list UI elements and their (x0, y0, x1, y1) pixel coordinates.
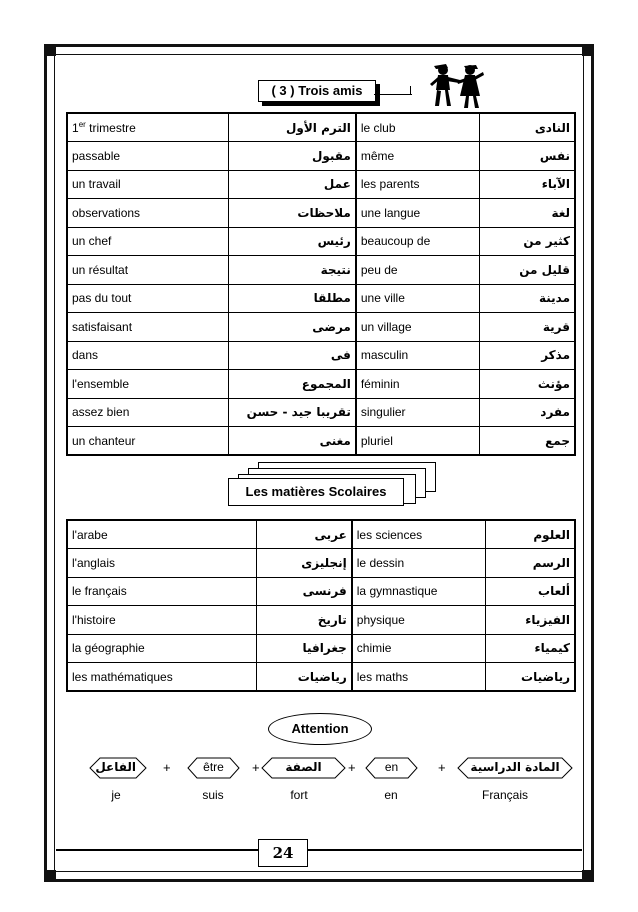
plus-sign: + (348, 760, 356, 775)
table-row (67, 370, 575, 399)
arabic-translation: كيمياء (485, 634, 575, 663)
example-word: suis (202, 788, 224, 802)
french-word: féminin (356, 370, 480, 399)
table-row (67, 142, 575, 171)
table-row (67, 520, 575, 549)
french-word: les maths (352, 663, 485, 692)
french-word: un chanteur (67, 427, 228, 456)
frame-corner (44, 870, 56, 882)
arabic-translation: مغنى (228, 427, 356, 456)
french-word: observations (67, 199, 228, 228)
french-word: physique (352, 606, 485, 635)
french-word: pas du tout (67, 284, 228, 313)
table-row (67, 284, 575, 313)
arabic-translation: رياضيات (485, 663, 575, 692)
french-word: les sciences (352, 520, 485, 549)
french-word: un village (356, 313, 480, 342)
plus-sign: + (438, 760, 446, 775)
arabic-translation: رياضيات (256, 663, 352, 692)
lesson-name: Trois amis (298, 83, 363, 98)
table-row (67, 663, 575, 692)
arabic-translation: الرسم (485, 549, 575, 578)
vocab-table-trois-amis (66, 112, 576, 456)
french-word: les parents (356, 170, 480, 199)
french-word: une langue (356, 199, 480, 228)
frame-corner (44, 44, 56, 56)
french-word: satisfaisant (67, 313, 228, 342)
arabic-translation: قرية (479, 313, 575, 342)
french-word: l'histoire (67, 606, 256, 635)
french-word: le français (67, 577, 256, 606)
arabic-translation: مذكر (479, 341, 575, 370)
french-word: l'arabe (67, 520, 256, 549)
arabic-translation: جغرافيا (256, 634, 352, 663)
french-word: la géographie (67, 634, 256, 663)
french-word: peu de (356, 256, 480, 285)
french-word: même (356, 142, 480, 171)
french-word: passable (67, 142, 228, 171)
tag-subject-matter: المادة الدراسية (470, 760, 560, 774)
french-word: le club (356, 113, 480, 142)
french-word: dans (67, 341, 228, 370)
table-row (67, 549, 575, 578)
arabic-translation: نتيجة (228, 256, 356, 285)
table-row (67, 170, 575, 199)
french-word: le dessin (352, 549, 485, 578)
arabic-translation: تقريبا جيد - حسن (228, 398, 356, 427)
frame-corner (582, 870, 594, 882)
french-word: beaucoup de (356, 227, 480, 256)
example-word: en (384, 788, 398, 802)
page-number-rule (56, 849, 258, 851)
arabic-translation: الآباء (479, 170, 575, 199)
arabic-translation: كثير من (479, 227, 575, 256)
arabic-translation: تاريخ (256, 606, 352, 635)
arabic-translation: المجموع (228, 370, 356, 399)
tag-subject: الفاعل (95, 760, 136, 774)
arabic-translation: عربى (256, 520, 352, 549)
arabic-translation: مدينة (479, 284, 575, 313)
page-number-rule (308, 849, 582, 851)
french-word: un travail (67, 170, 228, 199)
arabic-translation: الترم الأول (228, 113, 356, 142)
lesson-number: ( 3 ) (271, 83, 295, 98)
tag-en: en (384, 760, 399, 774)
french-word: la gymnastique (352, 577, 485, 606)
table-row (67, 341, 575, 370)
example-word: Français (481, 788, 528, 802)
arabic-translation: لغة (479, 199, 575, 228)
arabic-translation: جمع (479, 427, 575, 456)
french-word: 1er trimestre (67, 113, 228, 142)
plus-sign: + (163, 760, 171, 775)
example-word: je (111, 788, 121, 802)
french-word: l'ensemble (67, 370, 228, 399)
table-row (67, 113, 575, 142)
arabic-translation: رئيس (228, 227, 356, 256)
lesson-title (258, 80, 376, 102)
plus-sign: + (252, 760, 260, 775)
tag-adjective: الصفة (285, 760, 322, 774)
french-word: l'anglais (67, 549, 256, 578)
french-word: singulier (356, 398, 480, 427)
french-word: assez bien (67, 398, 228, 427)
arabic-translation: فى (228, 341, 356, 370)
table-row (67, 398, 575, 427)
table-row (67, 199, 575, 228)
arabic-translation: مقبول (228, 142, 356, 171)
arabic-translation: مفرد (479, 398, 575, 427)
arabic-translation: مؤنث (479, 370, 575, 399)
french-word: un chef (67, 227, 228, 256)
arabic-translation: النادى (479, 113, 575, 142)
arabic-translation: إنجليزى (256, 549, 352, 578)
tag-etre: être (203, 760, 224, 774)
example-word: fort (290, 788, 308, 802)
title-decoration (410, 86, 411, 95)
arabic-translation: مرضى (228, 313, 356, 342)
french-word: masculin (356, 341, 480, 370)
table-row (67, 606, 575, 635)
french-word: pluriel (356, 427, 480, 456)
arabic-translation: الفيزياء (485, 606, 575, 635)
vocab-table-matieres (66, 519, 576, 692)
arabic-translation: ألعاب (485, 577, 575, 606)
french-word: chimie (352, 634, 485, 663)
page-number: 24 (258, 839, 308, 867)
arabic-translation: نفس (479, 142, 575, 171)
table-row (67, 227, 575, 256)
arabic-translation: العلوم (485, 520, 575, 549)
arabic-translation: مطلقا (228, 284, 356, 313)
french-word: un résultat (67, 256, 228, 285)
table-row (67, 256, 575, 285)
arabic-translation: فرنسى (256, 577, 352, 606)
frame-corner (582, 44, 594, 56)
arabic-translation: عمل (228, 170, 356, 199)
arabic-translation: قليل من (479, 256, 575, 285)
table-row (67, 634, 575, 663)
french-word: les mathématiques (67, 663, 256, 692)
table-row (67, 313, 575, 342)
table-row (67, 577, 575, 606)
dancers-illustration (426, 62, 488, 112)
french-word: une ville (356, 284, 480, 313)
section-title: Les matières Scolaires (228, 478, 404, 506)
arabic-translation: ملاحظات (228, 199, 356, 228)
section-title-stack (226, 462, 440, 510)
table-row (67, 427, 575, 456)
attention-label: Attention (268, 713, 372, 745)
title-decoration (374, 94, 412, 95)
